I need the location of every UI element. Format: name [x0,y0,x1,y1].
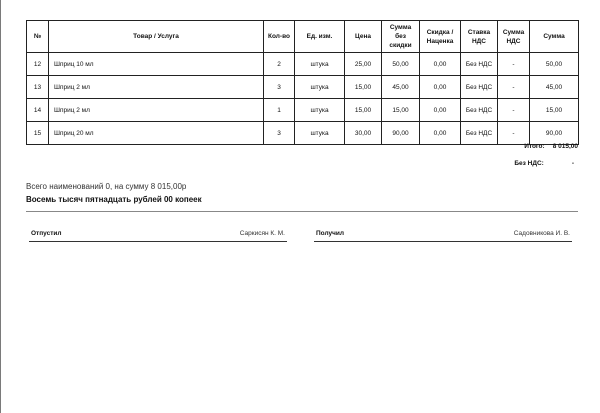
cell-vat-sum: - [498,122,530,145]
cell-sum: 50,00 [530,53,579,76]
table-row [27,99,579,122]
cell-quantity: 3 [264,122,295,145]
received-by-name: Садовникова И. В. [513,230,570,237]
cell-vat-rate: Без НДС [461,99,498,122]
total-label: Итого: [524,143,545,150]
released-by-label: Отпустил [31,230,62,237]
cell-vat-sum: - [498,76,530,99]
cell-vat-sum: - [498,53,530,76]
cell-product: Шприц 20 мл [49,122,264,145]
received-by-label: Получил [316,230,345,237]
cell-discount: 0,00 [420,122,461,145]
col-header-vat-rate: Ставка НДС [461,21,498,53]
cell-price: 25,00 [345,53,382,76]
cell-sum: 45,00 [530,76,579,99]
items-table [26,20,579,145]
items-count-summary: Всего наименований 0, на сумму 8 015,00р [26,182,187,191]
total-value: 8 015,00 [552,143,578,150]
cell-product: Шприц 2 мл [49,76,264,99]
vat-line [514,160,574,167]
col-header-unit: Ед. изм. [295,21,345,53]
col-header-product: Товар / Услуга [49,21,264,53]
col-header-vat-sum: Сумма НДС [498,21,530,53]
cell-discount: 0,00 [420,53,461,76]
cell-unit: штука [295,122,345,145]
cell-number: 12 [27,53,49,76]
cell-discount: 0,00 [420,99,461,122]
section-divider [26,211,578,212]
cell-quantity: 3 [264,76,295,99]
cell-vat-rate: Без НДС [461,76,498,99]
released-by-signature [29,230,287,242]
col-header-sum-no-discount: Сумма без скидки [382,21,420,53]
col-header-number: № [27,21,49,53]
cell-discount: 0,00 [420,76,461,99]
cell-vat-rate: Без НДС [461,122,498,145]
cell-unit: штука [295,53,345,76]
cell-number: 13 [27,76,49,99]
cell-price: 30,00 [345,122,382,145]
page-left-border [0,0,1,413]
released-by-name: Саркисян К. М. [239,230,285,237]
cell-unit: штука [295,99,345,122]
col-header-price: Цена [345,21,382,53]
received-by-signature [314,230,572,242]
cell-quantity: 2 [264,53,295,76]
vat-value: - [571,160,574,167]
cell-sum-no-discount: 50,00 [382,53,420,76]
cell-sum-no-discount: 45,00 [382,76,420,99]
table-header-row [27,21,579,53]
col-header-quantity: Кол-во [264,21,295,53]
cell-number: 15 [27,122,49,145]
vat-label: Без НДС: [514,160,544,167]
cell-product: Шприц 10 мл [49,53,264,76]
cell-sum-no-discount: 90,00 [382,122,420,145]
cell-quantity: 1 [264,99,295,122]
table-row [27,53,579,76]
total-line [524,143,578,150]
cell-sum-no-discount: 15,00 [382,99,420,122]
col-header-discount: Скидка / Наценка [420,21,461,53]
col-header-sum: Сумма [530,21,579,53]
table-row [27,76,579,99]
cell-product: Шприц 2 мл [49,99,264,122]
cell-number: 14 [27,99,49,122]
cell-vat-sum: - [498,99,530,122]
cell-price: 15,00 [345,99,382,122]
table-row [27,122,579,145]
cell-sum: 90,00 [530,122,579,145]
amount-in-words: Восемь тысяч пятнадцать рублей 00 копеек [26,195,202,204]
cell-price: 15,00 [345,76,382,99]
cell-vat-rate: Без НДС [461,53,498,76]
cell-unit: штука [295,76,345,99]
cell-sum: 15,00 [530,99,579,122]
